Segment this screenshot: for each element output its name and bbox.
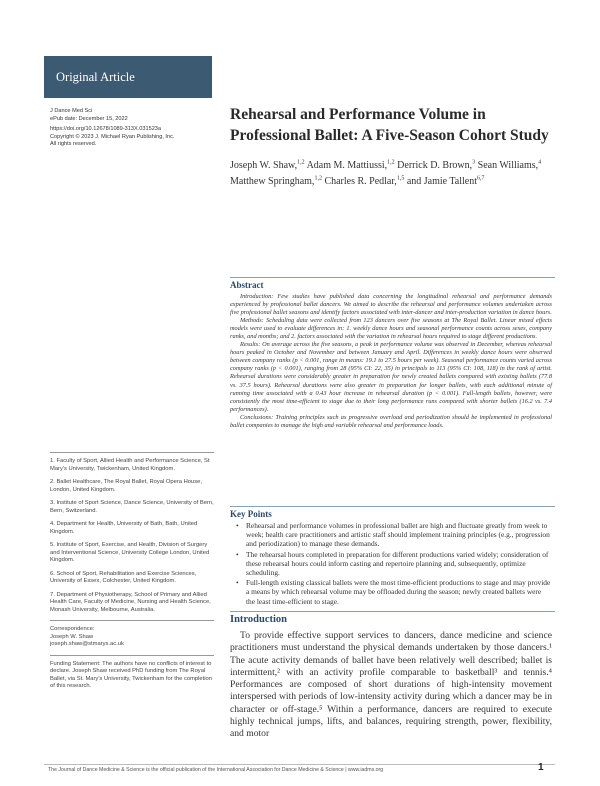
funding-divider	[50, 655, 214, 656]
affiliations-sidebar	[50, 452, 214, 697]
abstract-body	[230, 293, 552, 430]
author: Joseph W. Shaw,$^{1,2}$	[230, 160, 305, 172]
author: Matthew Springham,$^{1,2}$	[230, 175, 322, 188]
introduction-heading: Introduction	[230, 614, 287, 625]
correspondence	[50, 626, 214, 649]
author-list	[230, 157, 555, 189]
funding-statement: Funding Statement: The authors have no conflicts of interest to declare. Joseph Shaw received PhD funding from The Royal Ballet, via St. Mary's University, Twickenham for the completion of this research.	[50, 660, 212, 689]
abstract-results: Results: On average across the five seasons, a peak in performance volume was observed in December, whereas rehearsal hours peaked in October and November and between January and April. Differences in weekly dance hours were observed between company ranks (p < 0.001, range in means: 19.1 to 27.5 hours per week). Seasonal performance counts varied across company ranks (p < 0.001), ranging from 28 (95% CI: 22, 35) in principals to 113 (95% CI: 108, 118) in the rank of artist. Rehearsal durations were considerably greater in preparation for newly created ballets compared with existing ballets (77.8 vs. 37.5 hours). Rehearsal durations were also greater in preparation for longer ballets, with each additional minute of running time associated with a 0.43 hour increase in rehearsal duration (p < 0.001). Full-length ballets, however, were consistently the most time-efficient to stage due to their long performance runs compared with shorter ballets (16.2 vs. 7.4 performances).	[230, 341, 552, 413]
correspondence-label: Correspondence:	[50, 626, 95, 632]
copyright: Copyright © 2023 J. Michael Ryan Publishing, Inc.	[50, 133, 175, 140]
author: Sean Williams,$^4$	[475, 160, 542, 172]
introduction-divider	[230, 611, 555, 612]
author: Derrick D. Brown,$^3$	[394, 160, 476, 172]
affiliation: 7. Department of Physiotherapy, School of Primary and Allied Health Care, Faculty of Medicine, Nursing and Health Science, Monash University, Melbourne, Australia.	[50, 591, 211, 613]
introduction-text: To provide effective support services to dancers, dance medicine and science practitioners must understand the physical demands undertaken by those dancers.¹ The acute activity demands of ballet have been relatively well described; ballet is intermittent,² with an activity profile comparable to basketball³ and tennis.⁴ Performances are composed of short durations of high-intensity movement interspersed with periods of low-intensity activity during which a dancer may be in character or off-stage.⁵ Within a performance, dancers are required to execute highly technical jumps, lifts, and balances, requiring strength, power, flexibility, and motor	[230, 630, 552, 740]
article-meta	[50, 108, 220, 149]
abstract-heading: Abstract	[230, 280, 264, 290]
journal-abbrev: J Dance Med Sci	[50, 108, 93, 114]
affiliation: 2. Ballet Healthcare, The Royal Ballet, Royal Opera House, London, United Kingdom.	[50, 479, 202, 493]
affiliation: 4. Department for Health, University of Bath, Bath, United Kingdom.	[50, 521, 198, 535]
abstract-methods: Methods: Scheduling data were collected from 123 dancers over five seasons at The Royal Ballet. Linear mixed effects models were used to evaluate differences in: 1. weekly dance hours and seasonal performance counts across sexes, company ranks, and months; and 2. factors associated with the variation in rehearsal hours required to stage different productions.	[230, 317, 552, 341]
epub-date: ePub date: December 15, 2022	[50, 115, 128, 122]
key-point: • Rehearsal and performance volumes in professional ballet are high and fluctuate greatly from week to week; health care practitioners and artistic staff should implement training principles (e.g., progression and periodization) to manage these demands.	[236, 521, 550, 549]
article-title: Rehearsal and Performance Volume in Professional Ballet: A Five-Season Cohort Study	[230, 106, 549, 144]
abstract-conclusions: Conclusions: Training principles such as progressive overload and periodization should be implemented in professional ballet companies to manage the high and variable rehearsal and performance loads.	[230, 413, 552, 429]
affiliation: 1. Faculty of Sport, Allied Health and Performance Science, St Mary's University, Twickenham, United Kingdom.	[50, 458, 210, 472]
abstract-divider	[230, 277, 555, 278]
footer-divider	[44, 764, 555, 765]
key-points-heading: Key Points	[230, 509, 272, 519]
top-margin	[0, 0, 600, 56]
key-points-divider	[230, 506, 555, 507]
key-point: • Full-length existing classical ballets were the most time-efficient productions to stage and may provide a means by which rehearsal volume may be offloaded during the season; newly created ballets were the least time-efficient to stage.	[236, 578, 551, 606]
affiliation: 3. Institute of Sport Science, Dance Science, University of Bern, Bern, Switzerland.	[50, 500, 214, 514]
bullet-icon: •	[236, 578, 239, 588]
rights: All rights reserved.	[50, 141, 97, 148]
author: and Jamie Tallent$^{6,7}$	[404, 175, 485, 188]
page-footer: The Journal of Dance Medicine & Science is the official publication of the International Association for Dance Medicine & Science | www.iadms.org	[48, 767, 384, 773]
bullet-icon: •	[236, 521, 239, 530]
affiliations-divider	[50, 452, 214, 453]
doi-link[interactable]: https://doi.org/10.12678/1089-313X.031523a	[50, 126, 162, 133]
bullet-icon: •	[236, 549, 239, 559]
author: Adam M. Mattiussi,$^{1,2}$	[304, 160, 395, 172]
correspondence-divider	[50, 620, 214, 621]
author: Charles R. Pedlar,$^{1,5}$	[321, 175, 405, 188]
correspondence-name: Joseph W. Shaw	[50, 633, 94, 640]
abstract-introduction: Introduction: Few studies have published data concerning the longitudinal rehearsal and performance demands experienced by professional ballet dancers. We aimed to describe the rehearsal and performance volumes undertaken across five professional ballet seasons and identify factors associated with inter-dancer and inter-production variation in dance hours.	[230, 293, 552, 317]
correspondence-email[interactable]: joseph.shaw@stmarys.ac.uk	[50, 641, 124, 647]
key-point: • The rehearsal hours completed in preparation for different productions varied widely; consideration of these rehearsal hours could inform casting and repertoire planning and, subsequently, optimize scheduling.	[236, 549, 549, 578]
key-points-list	[236, 521, 552, 607]
affiliation: 6. School of Sport, Rehabilitation and Exercise Sciences, University of Essex, Colchester, United Kingdom.	[50, 570, 197, 584]
article-type-banner: Original Article	[44, 56, 212, 98]
page-number: 1	[538, 762, 544, 773]
affiliation: 5. Institute of Sport, Exercise, and Health, Division of Surgery and Interventional Science, University College London, United Kingdom.	[50, 542, 210, 563]
